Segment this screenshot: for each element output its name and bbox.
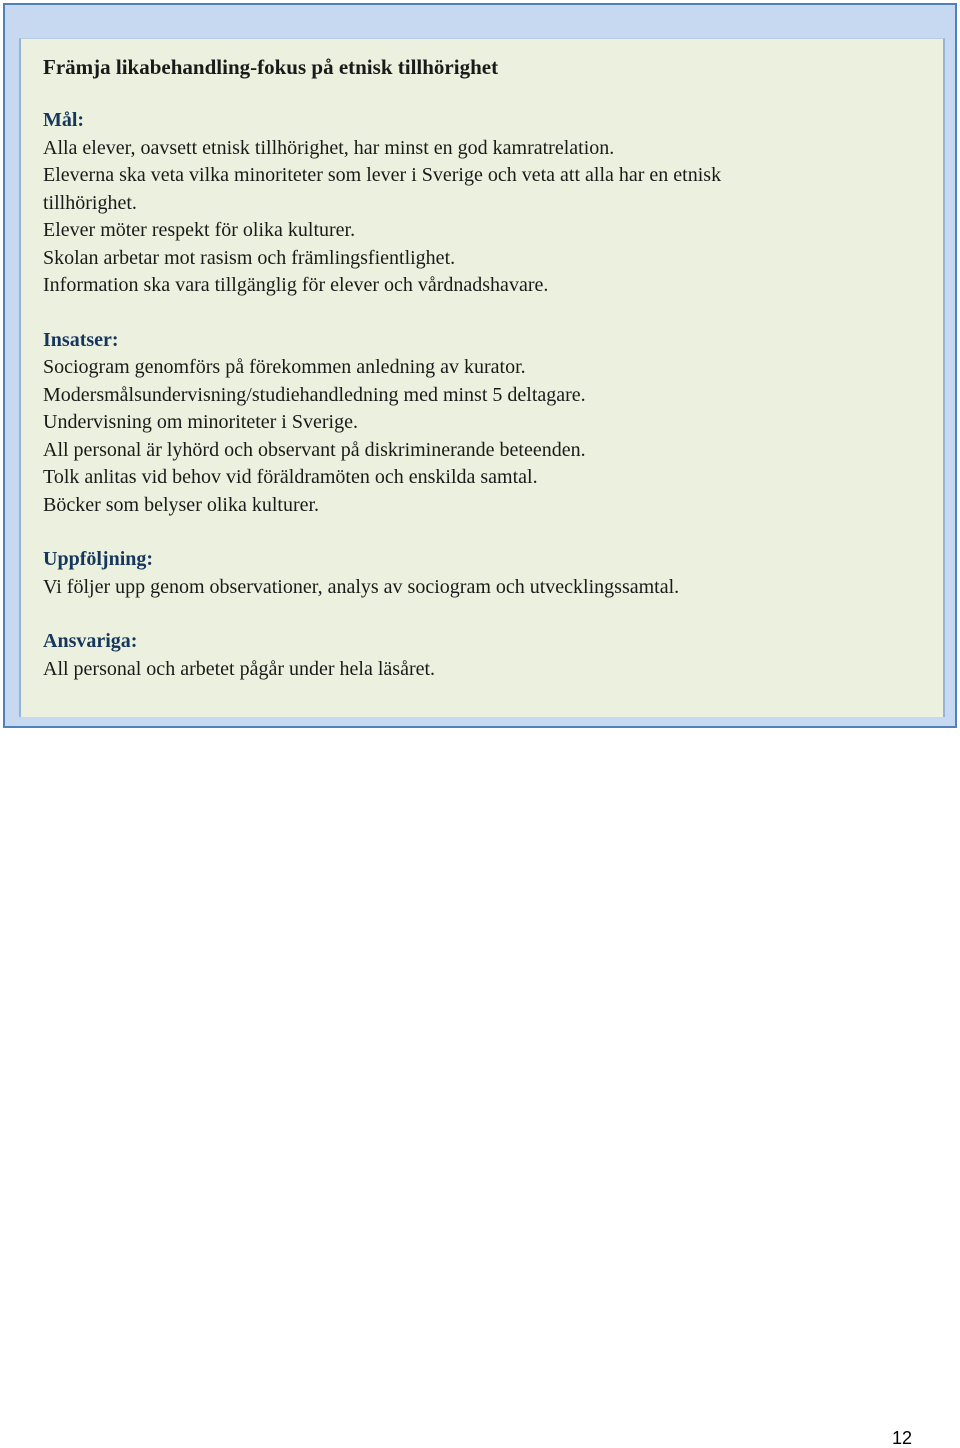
insatser-line: Undervisning om minoriteter i Sverige. xyxy=(43,411,358,433)
insatser-line: Böcker som belyser olika kulturer. xyxy=(43,493,320,516)
mal-line: Skolan arbetar mot rasism och främlingsfientlighet. xyxy=(43,246,456,269)
section-heading-uppfoljning: Uppföljning: xyxy=(43,548,154,570)
content xyxy=(43,53,933,710)
insatser-line: Tolk anlitas vid behov vid föräldramöten och enskilda samtal. xyxy=(43,466,538,488)
mal-line: tillhörighet. xyxy=(43,191,137,214)
section-heading-ansvariga: Ansvariga: xyxy=(43,630,138,652)
mal-line: Information ska vara tillgänglig för elever och vårdnadshavare. xyxy=(43,274,549,296)
section-insatser xyxy=(43,327,933,520)
ansvariga-line: All personal och arbetet pågår under hela läsåret. xyxy=(43,657,436,680)
mal-line: Elever möter respekt för olika kulturer. xyxy=(43,219,356,241)
insatser-line: Modersmålsundervisning/studiehandledning med minst 5 deltagare. xyxy=(43,383,586,406)
uppfoljning-line: Vi följer upp genom observationer, analys av sociogram och utvecklingssamtal. xyxy=(43,575,680,598)
mal-line: Alla elever, oavsett etnisk tillhörighet, har minst en god kamratrelation. xyxy=(43,136,615,159)
mal-line: Eleverna ska veta vilka minoriteter som lever i Sverige och veta att alla har en etnisk xyxy=(43,164,722,186)
section-heading-mal: Mål: xyxy=(43,109,85,131)
page-number: 12 xyxy=(891,1428,912,1448)
document-title: Främja likabehandling-fokus på etnisk tillhörighet xyxy=(43,55,499,79)
section-heading-insatser: Insatser: xyxy=(43,328,119,351)
section-mal xyxy=(43,107,933,300)
section-ansvariga xyxy=(43,628,933,683)
insatser-line: Sociogram genomförs på förekommen anledning av kurator. xyxy=(43,356,526,378)
insatser-line: All personal är lyhörd och observant på diskriminerande beteenden. xyxy=(43,438,586,461)
document-frame xyxy=(3,3,957,728)
content-box xyxy=(19,38,945,717)
section-uppfoljning xyxy=(43,546,933,601)
